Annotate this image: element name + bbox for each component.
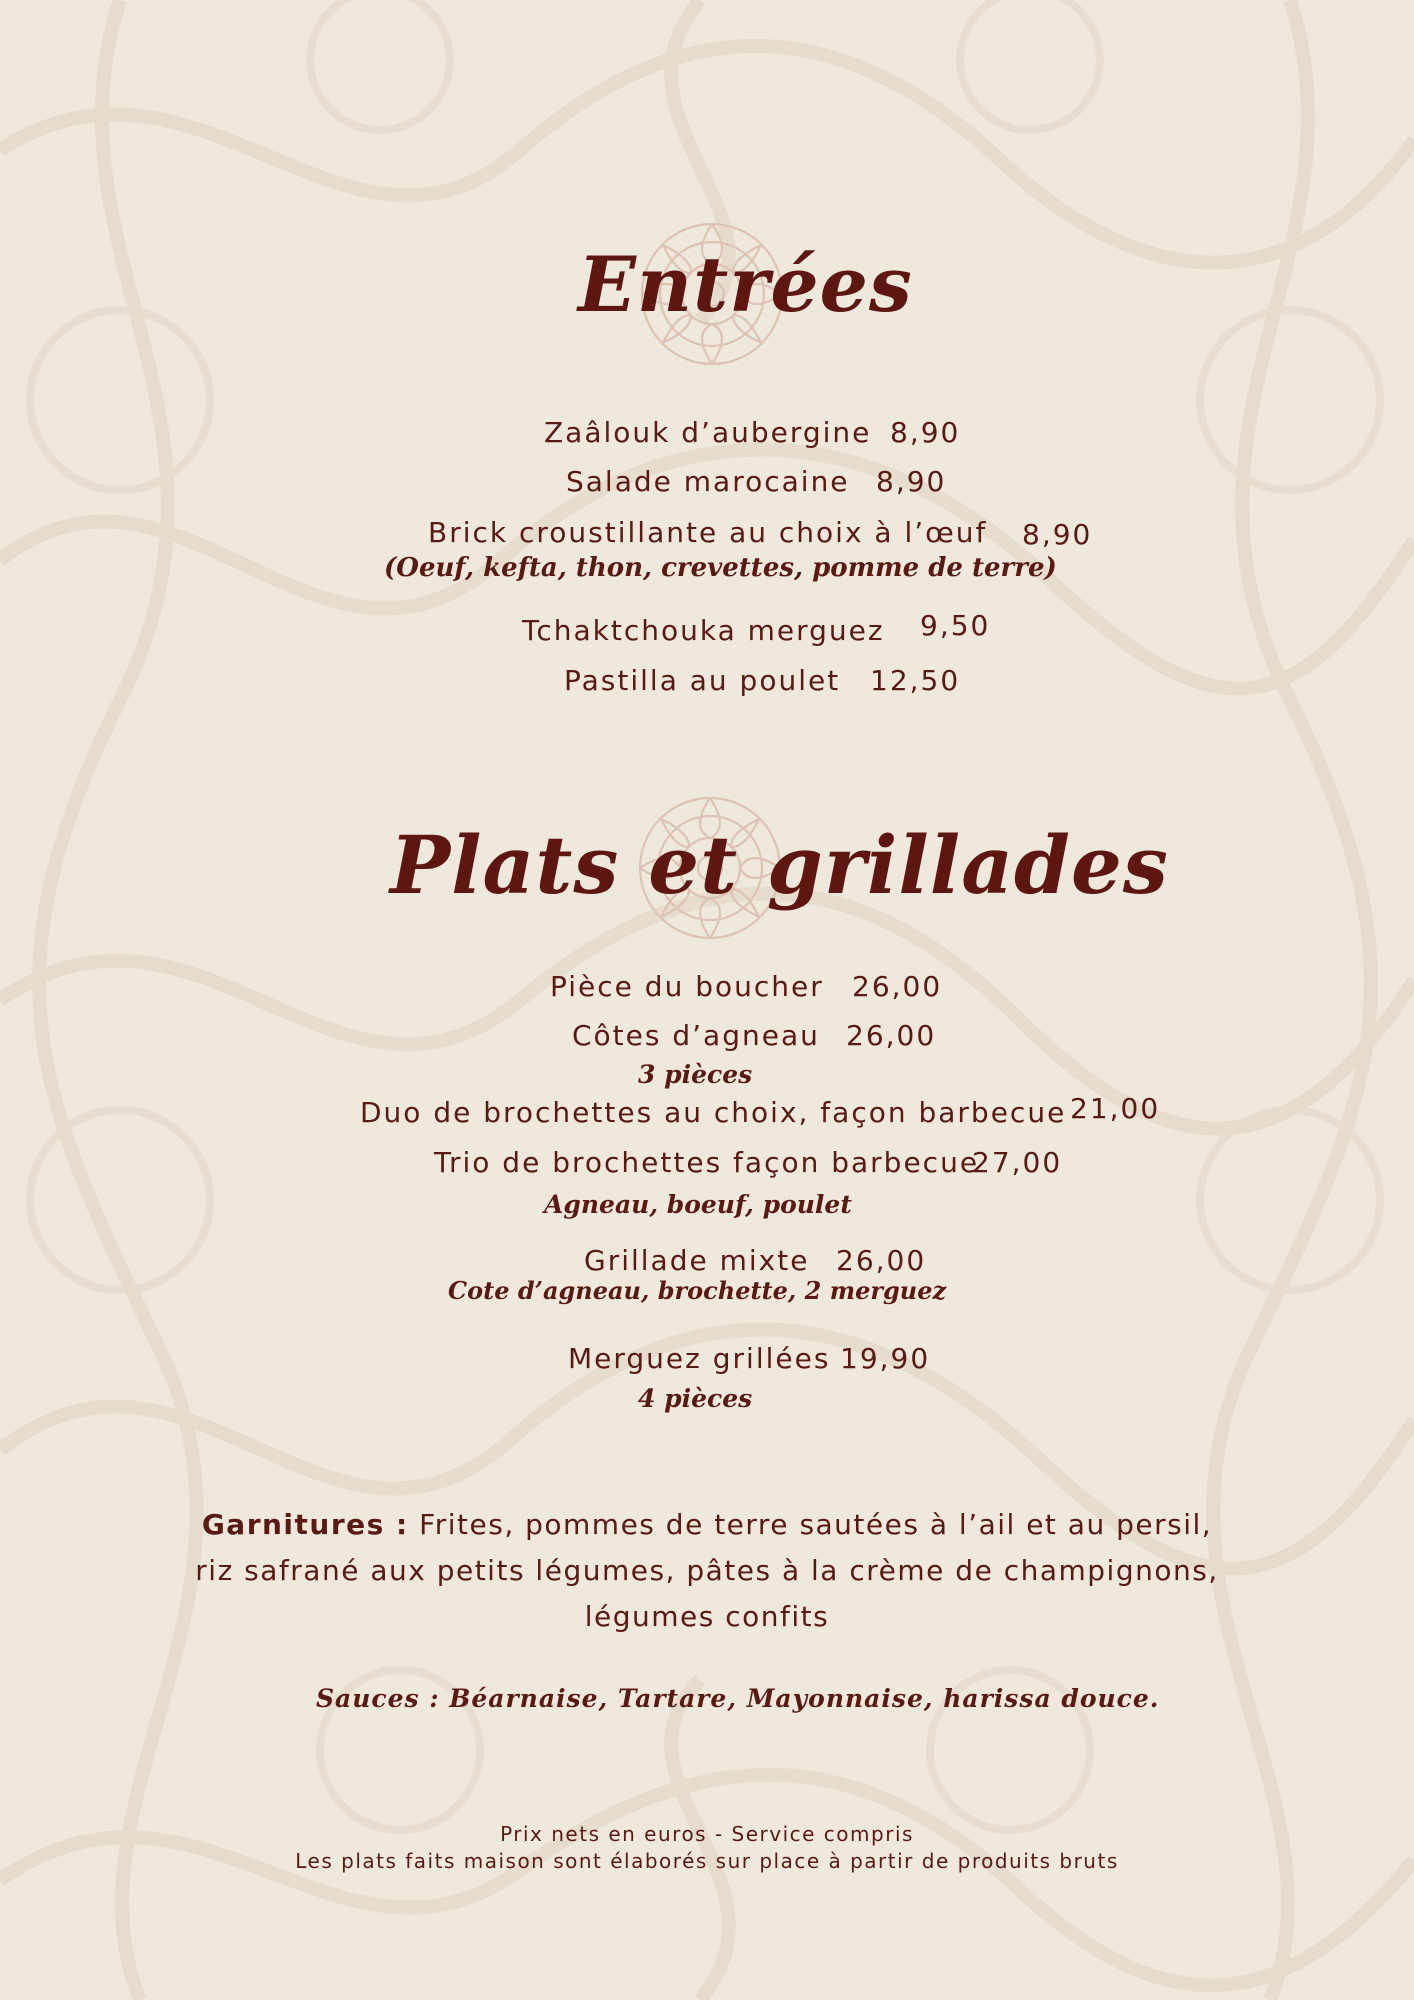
- menu-item-name: Duo de brochettes au choix, façon barbecue: [360, 1096, 1067, 1129]
- menu-item-name: Côtes d’agneau: [572, 1019, 820, 1052]
- menu-item-price: 9,50: [920, 609, 991, 642]
- section-title-plats: Plats et grillades: [390, 818, 1169, 912]
- menu-item-price: 26,00: [852, 970, 943, 1003]
- section-title-entrees: Entrées: [578, 240, 913, 329]
- footer-line-2: Les plats faits maison sont élaborés sur place à partir de produits bruts: [295, 1849, 1119, 1873]
- menu-item-price: 27,00: [972, 1146, 1063, 1179]
- menu-item-price: 8,90: [1022, 518, 1093, 551]
- menu-item-price: 21,00: [1070, 1092, 1161, 1125]
- garnitures-text: Frites, pommes de terre sautées à l’ail et au persil, riz safrané aux petits légumes, pâtes à la crème de champignons, légumes confits: [195, 1508, 1219, 1633]
- menu-item-note: (Oeuf, kefta, thon, crevettes, pomme de terre): [384, 553, 1057, 583]
- menu-item-name: Grillade mixte: [584, 1244, 810, 1277]
- menu-item-name: Brick croustillante au choix à l’œuf: [428, 516, 988, 549]
- menu-item-name: Pièce du boucher: [550, 970, 824, 1003]
- menu-item-price: 26,00: [846, 1019, 937, 1052]
- garnitures-label: Garnitures :: [201, 1508, 409, 1541]
- menu-item-name: Salade marocaine: [566, 465, 850, 498]
- garnitures-paragraph: [180, 1502, 1234, 1640]
- menu-item-name: Trio de brochettes façon barbecue: [434, 1146, 980, 1179]
- menu-item-name: Zaâlouk d’aubergine: [544, 416, 872, 449]
- menu-item-name: Merguez grillées: [568, 1342, 831, 1375]
- menu-item-price: 8,90: [890, 416, 961, 449]
- menu-item-note: Cote d’agneau, brochette, 2 merguez: [448, 1276, 947, 1305]
- menu-item-price: 26,00: [836, 1244, 927, 1277]
- sauces-line: Sauces : Béarnaise, Tartare, Mayonnaise, harissa douce.: [316, 1684, 1160, 1713]
- menu-item-price: 12,50: [870, 664, 961, 697]
- menu-item-name: Tchaktchouka merguez: [522, 614, 885, 647]
- menu-item-price: 8,90: [876, 465, 947, 498]
- menu-item-note: Agneau, boeuf, poulet: [544, 1190, 852, 1219]
- menu-item-note: 4 pièces: [638, 1384, 753, 1413]
- menu-item-name: Pastilla au poulet: [564, 664, 841, 697]
- menu-item-price: 19,90: [840, 1342, 931, 1375]
- menu-item-note: 3 pièces: [638, 1060, 753, 1089]
- footer-line-1: Prix nets en euros - Service compris: [500, 1822, 914, 1846]
